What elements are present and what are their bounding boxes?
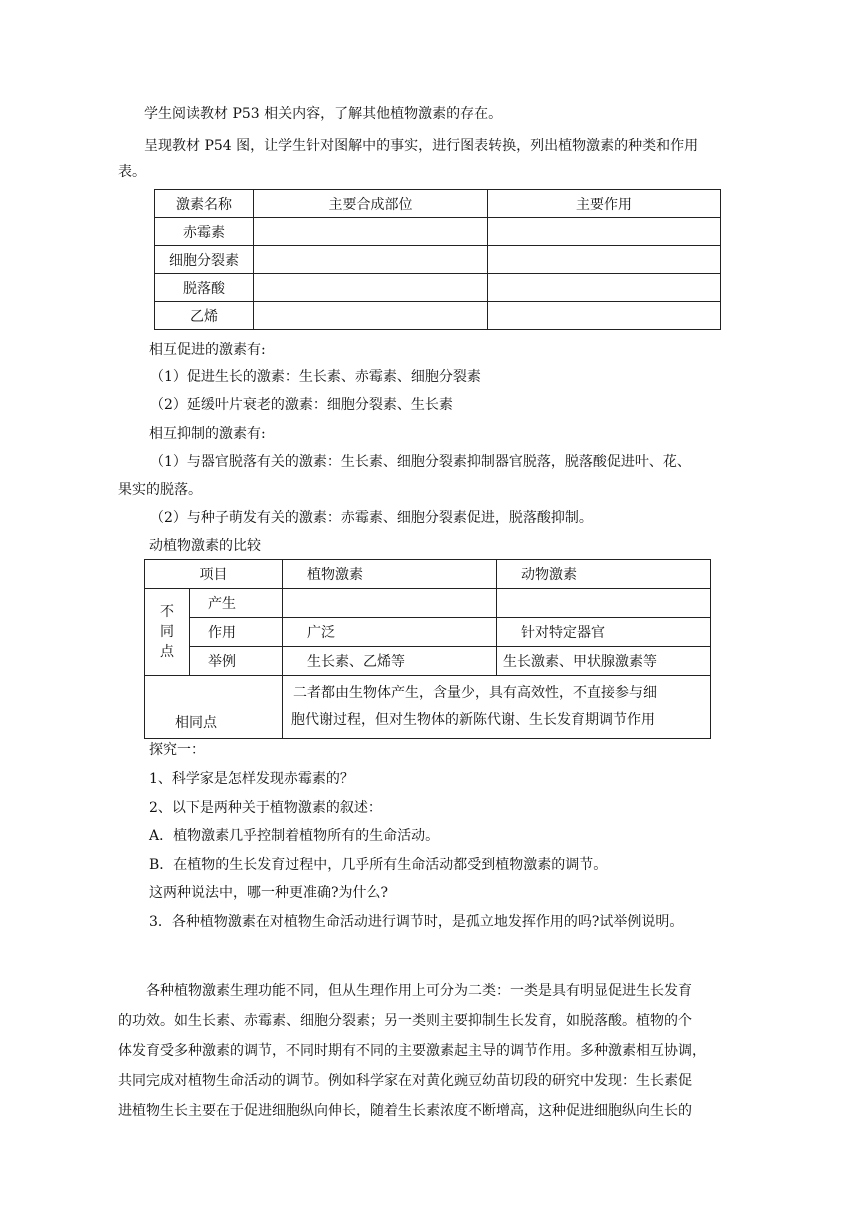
row-label-cell: 作用 xyxy=(190,618,283,647)
explore-question-2: 2、以下是两种关于植物激素的叙述： xyxy=(149,800,382,816)
plant-cell xyxy=(283,589,497,618)
table-row xyxy=(155,274,721,302)
explore-option-a: A．植物激素几乎控制着植物所有的生命活动。 xyxy=(149,828,440,844)
intro-line-2-cont: 表。 xyxy=(118,164,146,180)
table-row xyxy=(145,618,711,647)
same-label-cell: 相同点 xyxy=(145,676,283,739)
table-row xyxy=(155,246,721,274)
compare-title: 动植物激素的比较 xyxy=(149,538,261,554)
table-header-cell: 主要合成部位 xyxy=(254,190,488,218)
table-header-cell: 植物激素 xyxy=(283,560,497,589)
intro-line-2: 呈现教材 P54 图，让学生针对图解中的事实，进行图表转换，列出植物激素的种类和作用 xyxy=(144,138,699,154)
empty-cell xyxy=(488,218,721,246)
closing-line-2: 的功效。如生长素、赤霉素、细胞分裂素；另一类则主要抑制生长发育，如脱落酸。植物的个 xyxy=(118,1013,692,1029)
empty-cell xyxy=(254,274,488,302)
table-header-row xyxy=(155,190,721,218)
table-row xyxy=(145,589,711,618)
intro-line-1: 学生阅读教材 P53 相关内容，了解其他植物激素的存在。 xyxy=(144,106,503,122)
diff-label-cell xyxy=(145,589,190,676)
table-header-cell: 主要作用 xyxy=(488,190,721,218)
table-header-row xyxy=(145,560,711,589)
same-text-line: 二者都由生物体产生，含量少，具有高效性，不直接参与细 xyxy=(293,685,657,701)
compare-table xyxy=(144,559,711,739)
explore-option-b: B．在植物的生长发育过程中，几乎所有生命活动都受到植物激素的调节。 xyxy=(149,857,608,873)
explore-title: 探究一： xyxy=(149,742,205,758)
hormone-name-cell: 乙烯 xyxy=(155,302,254,330)
animal-cell xyxy=(497,589,711,618)
promote-item-1: （1）促进生长的激素：生长素、赤霉素、细胞分裂素 xyxy=(150,369,481,385)
inhibit-item-1-cont: 果实的脱落。 xyxy=(118,482,202,498)
animal-cell: 生长激素、甲状腺激素等 xyxy=(497,647,711,676)
explore-question-2b: 这两种说法中，哪一种更准确?为什么? xyxy=(149,885,389,901)
row-label-cell: 举例 xyxy=(190,647,283,676)
table-row xyxy=(155,218,721,246)
empty-cell xyxy=(488,246,721,274)
inhibit-item-1: （1）与器官脱落有关的激素：生长素、细胞分裂素抑制器官脱落，脱落酸促进叶、花、 xyxy=(150,454,691,470)
plant-cell: 广泛 xyxy=(283,618,497,647)
diff-label-char: 不 xyxy=(160,604,174,620)
inhibit-title: 相互抑制的激素有: xyxy=(149,426,266,442)
same-text-line: 胞代谢过程，但对生物体的新陈代谢、生长发育期调节作用 xyxy=(291,712,655,728)
promote-item-2: （2）延缓叶片衰老的激素：细胞分裂素、生长素 xyxy=(150,397,453,413)
closing-line-3: 体发育受多种激素的调节，不同时期有不同的主要激素起主导的调节作用。多种激素相互协调， xyxy=(118,1043,706,1059)
hormone-name-cell: 细胞分裂素 xyxy=(155,246,254,274)
same-text-cell xyxy=(283,676,711,739)
plant-cell: 生长素、乙烯等 xyxy=(283,647,497,676)
table-row xyxy=(155,302,721,330)
empty-cell xyxy=(254,302,488,330)
table-row xyxy=(145,676,711,739)
table-header-cell: 项目 xyxy=(145,560,283,589)
closing-line-5: 进植物生长主要在于促进细胞纵向伸长，随着生长素浓度不断增高，这种促进细胞纵向生长的 xyxy=(118,1103,692,1119)
empty-cell xyxy=(488,302,721,330)
table-header-cell: 激素名称 xyxy=(155,190,254,218)
table-row xyxy=(145,647,711,676)
diff-label-char: 同 xyxy=(160,624,174,640)
animal-cell: 针对特定器官 xyxy=(497,618,711,647)
empty-cell xyxy=(254,218,488,246)
explore-question-3: 3．各种植物激素在对植物生命活动进行调节时，是孤立地发挥作用的吗?试举例说明。 xyxy=(149,914,684,930)
hormone-name-cell: 脱落酸 xyxy=(155,274,254,302)
closing-line-1: 各种植物激素生理功能不同，但从生理作用上可分为二类：一类是具有明显促进生长发育 xyxy=(146,983,692,999)
promote-title: 相互促进的激素有: xyxy=(149,342,266,358)
table-header-cell: 动物激素 xyxy=(497,560,711,589)
explore-question-1: 1、科学家是怎样发现赤霉素的？ xyxy=(149,771,354,787)
hormone-name-cell: 赤霉素 xyxy=(155,218,254,246)
diff-label-char: 点 xyxy=(160,644,174,660)
empty-cell xyxy=(488,274,721,302)
closing-line-4: 共同完成对植物生命活动的调节。例如科学家在对黄化豌豆幼苗切段的研究中发现：生长素促 xyxy=(118,1073,692,1089)
hormone-table xyxy=(154,189,721,330)
inhibit-item-2: （2）与种子萌发有关的激素：赤霉素、细胞分裂素促进，脱落酸抑制。 xyxy=(150,510,593,526)
empty-cell xyxy=(254,246,488,274)
row-label-cell: 产生 xyxy=(190,589,283,618)
